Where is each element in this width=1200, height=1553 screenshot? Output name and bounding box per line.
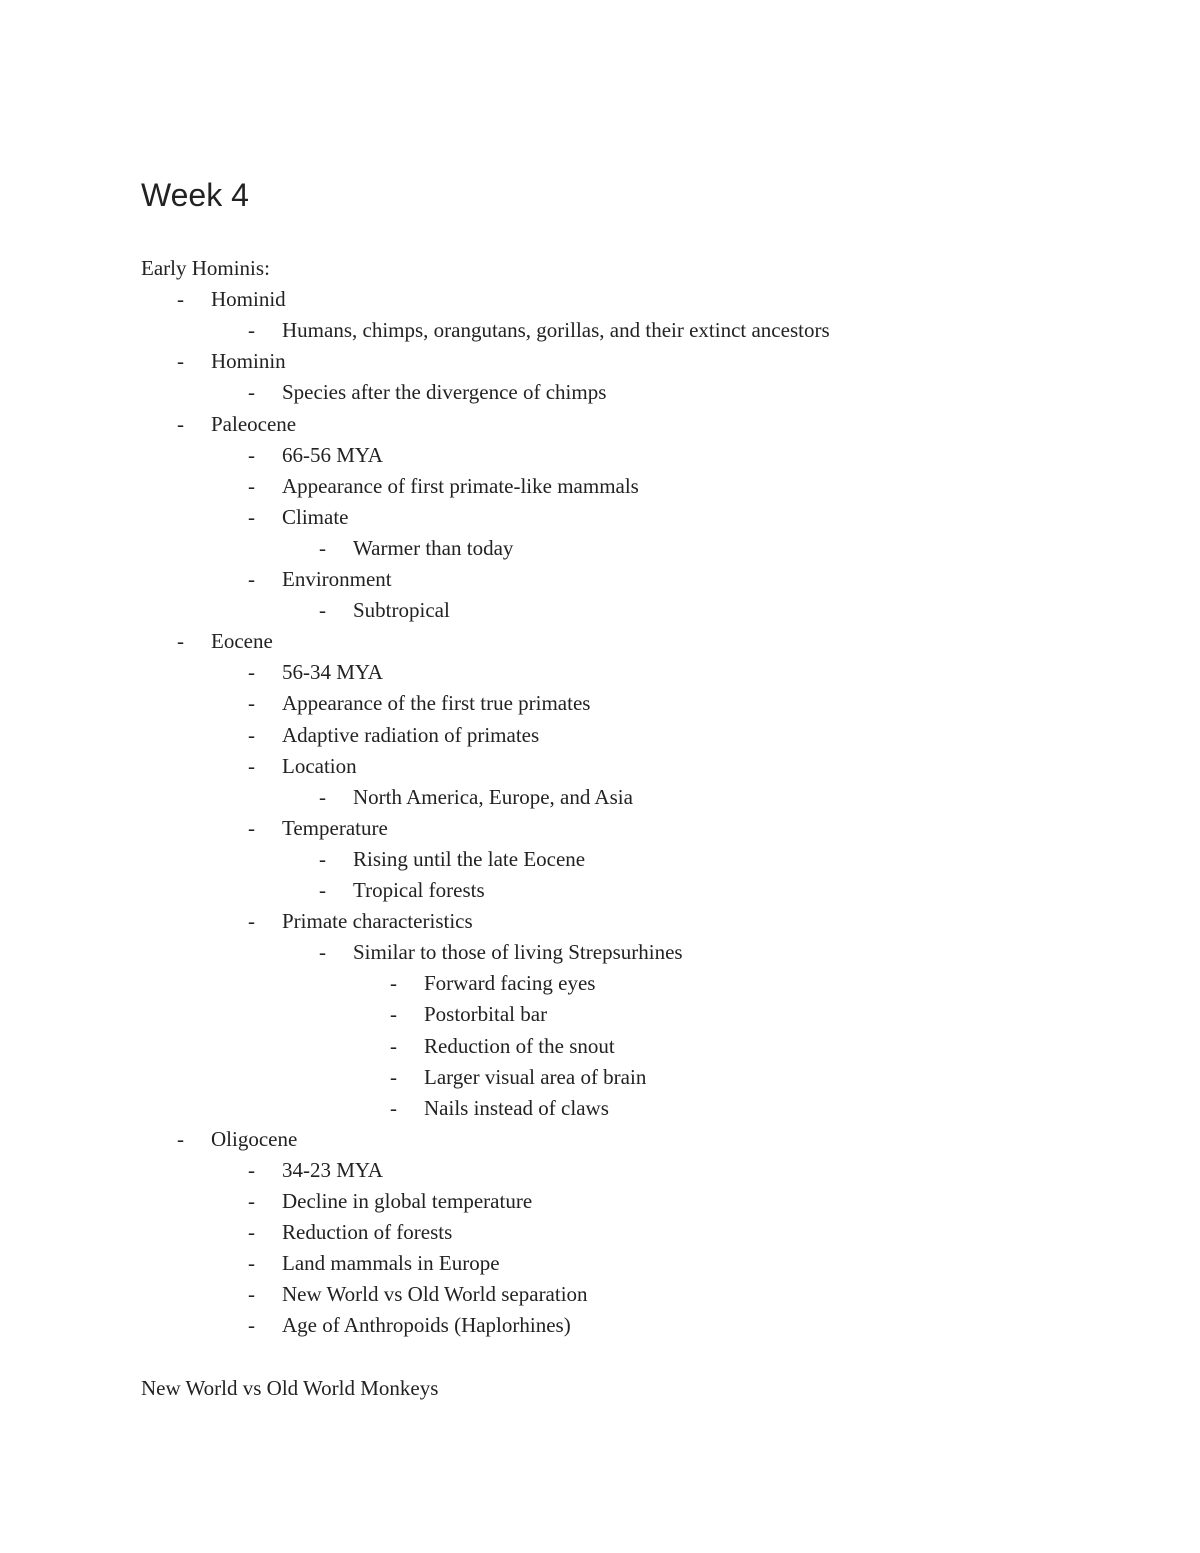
outline-item-text: Tropical forests: [353, 878, 485, 902]
bullet-dash: -: [177, 1126, 184, 1151]
bullet-dash: -: [248, 909, 255, 934]
outline-item-text: 56-34 MYA: [282, 660, 383, 685]
bullet-dash: -: [177, 411, 184, 436]
outline-item-text: Primate characteristics: [282, 909, 473, 934]
bullet-dash: -: [248, 1220, 255, 1245]
outline-item-text: Postorbital bar: [424, 1002, 548, 1027]
bullet-dash: -: [390, 1002, 397, 1027]
bullet-dash: -: [248, 691, 255, 716]
outline-item-text: Nails instead of claws: [424, 1095, 609, 1120]
bullet-dash: -: [319, 535, 326, 560]
bullet-dash: -: [177, 349, 184, 374]
outline-item-text: Adaptive radiation of primates: [282, 722, 540, 747]
outline-item-text: Age of Anthropoids (Haplorhines): [282, 1313, 571, 1338]
outline-item-text: Species after the divergence of chimps: [282, 380, 607, 405]
outline-item-text: Larger visual area of brain: [424, 1064, 647, 1089]
bullet-dash: -: [248, 567, 255, 591]
bullet-dash: -: [319, 598, 326, 623]
bullet-dash: -: [248, 1251, 255, 1276]
bullet-dash: -: [390, 971, 397, 996]
section-heading: Early Hominis:: [141, 256, 270, 280]
outline-item-text: Subtropical: [353, 598, 450, 623]
outline-item-text: Hominid: [211, 287, 286, 312]
bullet-dash: -: [248, 473, 255, 498]
bullet-dash: -: [248, 660, 255, 685]
page-title: Week 4: [141, 177, 249, 213]
outline-item-text: Similar to those of living Strepsurhines: [353, 940, 683, 965]
bullet-dash: -: [177, 287, 184, 312]
bullet-dash: -: [248, 318, 255, 343]
bullet-dash: -: [248, 1313, 255, 1338]
bullet-dash: -: [248, 380, 255, 405]
bullet-dash: -: [390, 1064, 397, 1089]
bullet-dash: -: [319, 846, 326, 871]
bullet-dash: -: [248, 1157, 255, 1182]
bullet-dash: -: [390, 1033, 397, 1058]
outline-item-text: Warmer than today: [353, 535, 514, 560]
outline-item-text: Appearance of first primate-like mammals: [282, 473, 639, 498]
bullet-dash: -: [319, 784, 326, 809]
bullet-dash: -: [319, 940, 326, 965]
bullet-dash: -: [248, 1282, 255, 1307]
outline-item-text: 66-56 MYA: [282, 442, 383, 467]
bullet-dash: -: [248, 504, 255, 529]
outline-item-text: Temperature: [282, 815, 388, 840]
bullet-dash: -: [248, 815, 255, 840]
outline-item-text: Eocene: [211, 629, 273, 654]
bullet-dash: -: [248, 753, 255, 778]
outline-item-text: Appearance of the first true primates: [282, 691, 591, 716]
bullet-dash: -: [248, 1189, 255, 1213]
outline-item-text: Reduction of forests: [282, 1220, 453, 1245]
outline-item-text: Rising until the late Eocene: [353, 846, 586, 871]
outline-item-text: Land mammals in Europe: [282, 1251, 500, 1276]
outline-item-text: Forward facing eyes: [424, 971, 596, 996]
bullet-dash: -: [319, 878, 326, 902]
outline-item-text: Environment: [282, 567, 392, 591]
bullet-dash: -: [248, 722, 255, 747]
section-heading: New World vs Old World Monkeys: [141, 1375, 439, 1400]
bullet-dash: -: [177, 629, 184, 654]
outline-item-text: 34-23 MYA: [282, 1157, 383, 1182]
outline-item-text: Humans, chimps, orangutans, gorillas, and their extinct ancestors: [282, 318, 830, 343]
bullet-dash: -: [390, 1095, 397, 1120]
outline-item-text: Hominin: [211, 349, 286, 374]
outline-item-text: Climate: [282, 504, 349, 529]
outline-item-text: Decline in global temperature: [282, 1189, 533, 1213]
outline-item-text: Reduction of the snout: [424, 1033, 615, 1058]
outline-item-text: Location: [282, 753, 357, 778]
outline-item-text: North America, Europe, and Asia: [353, 784, 633, 809]
outline-item-text: Oligocene: [211, 1126, 298, 1151]
outline-item-text: Paleocene: [211, 411, 297, 436]
outline-item-text: New World vs Old World separation: [282, 1282, 588, 1307]
bullet-dash: -: [248, 442, 255, 467]
